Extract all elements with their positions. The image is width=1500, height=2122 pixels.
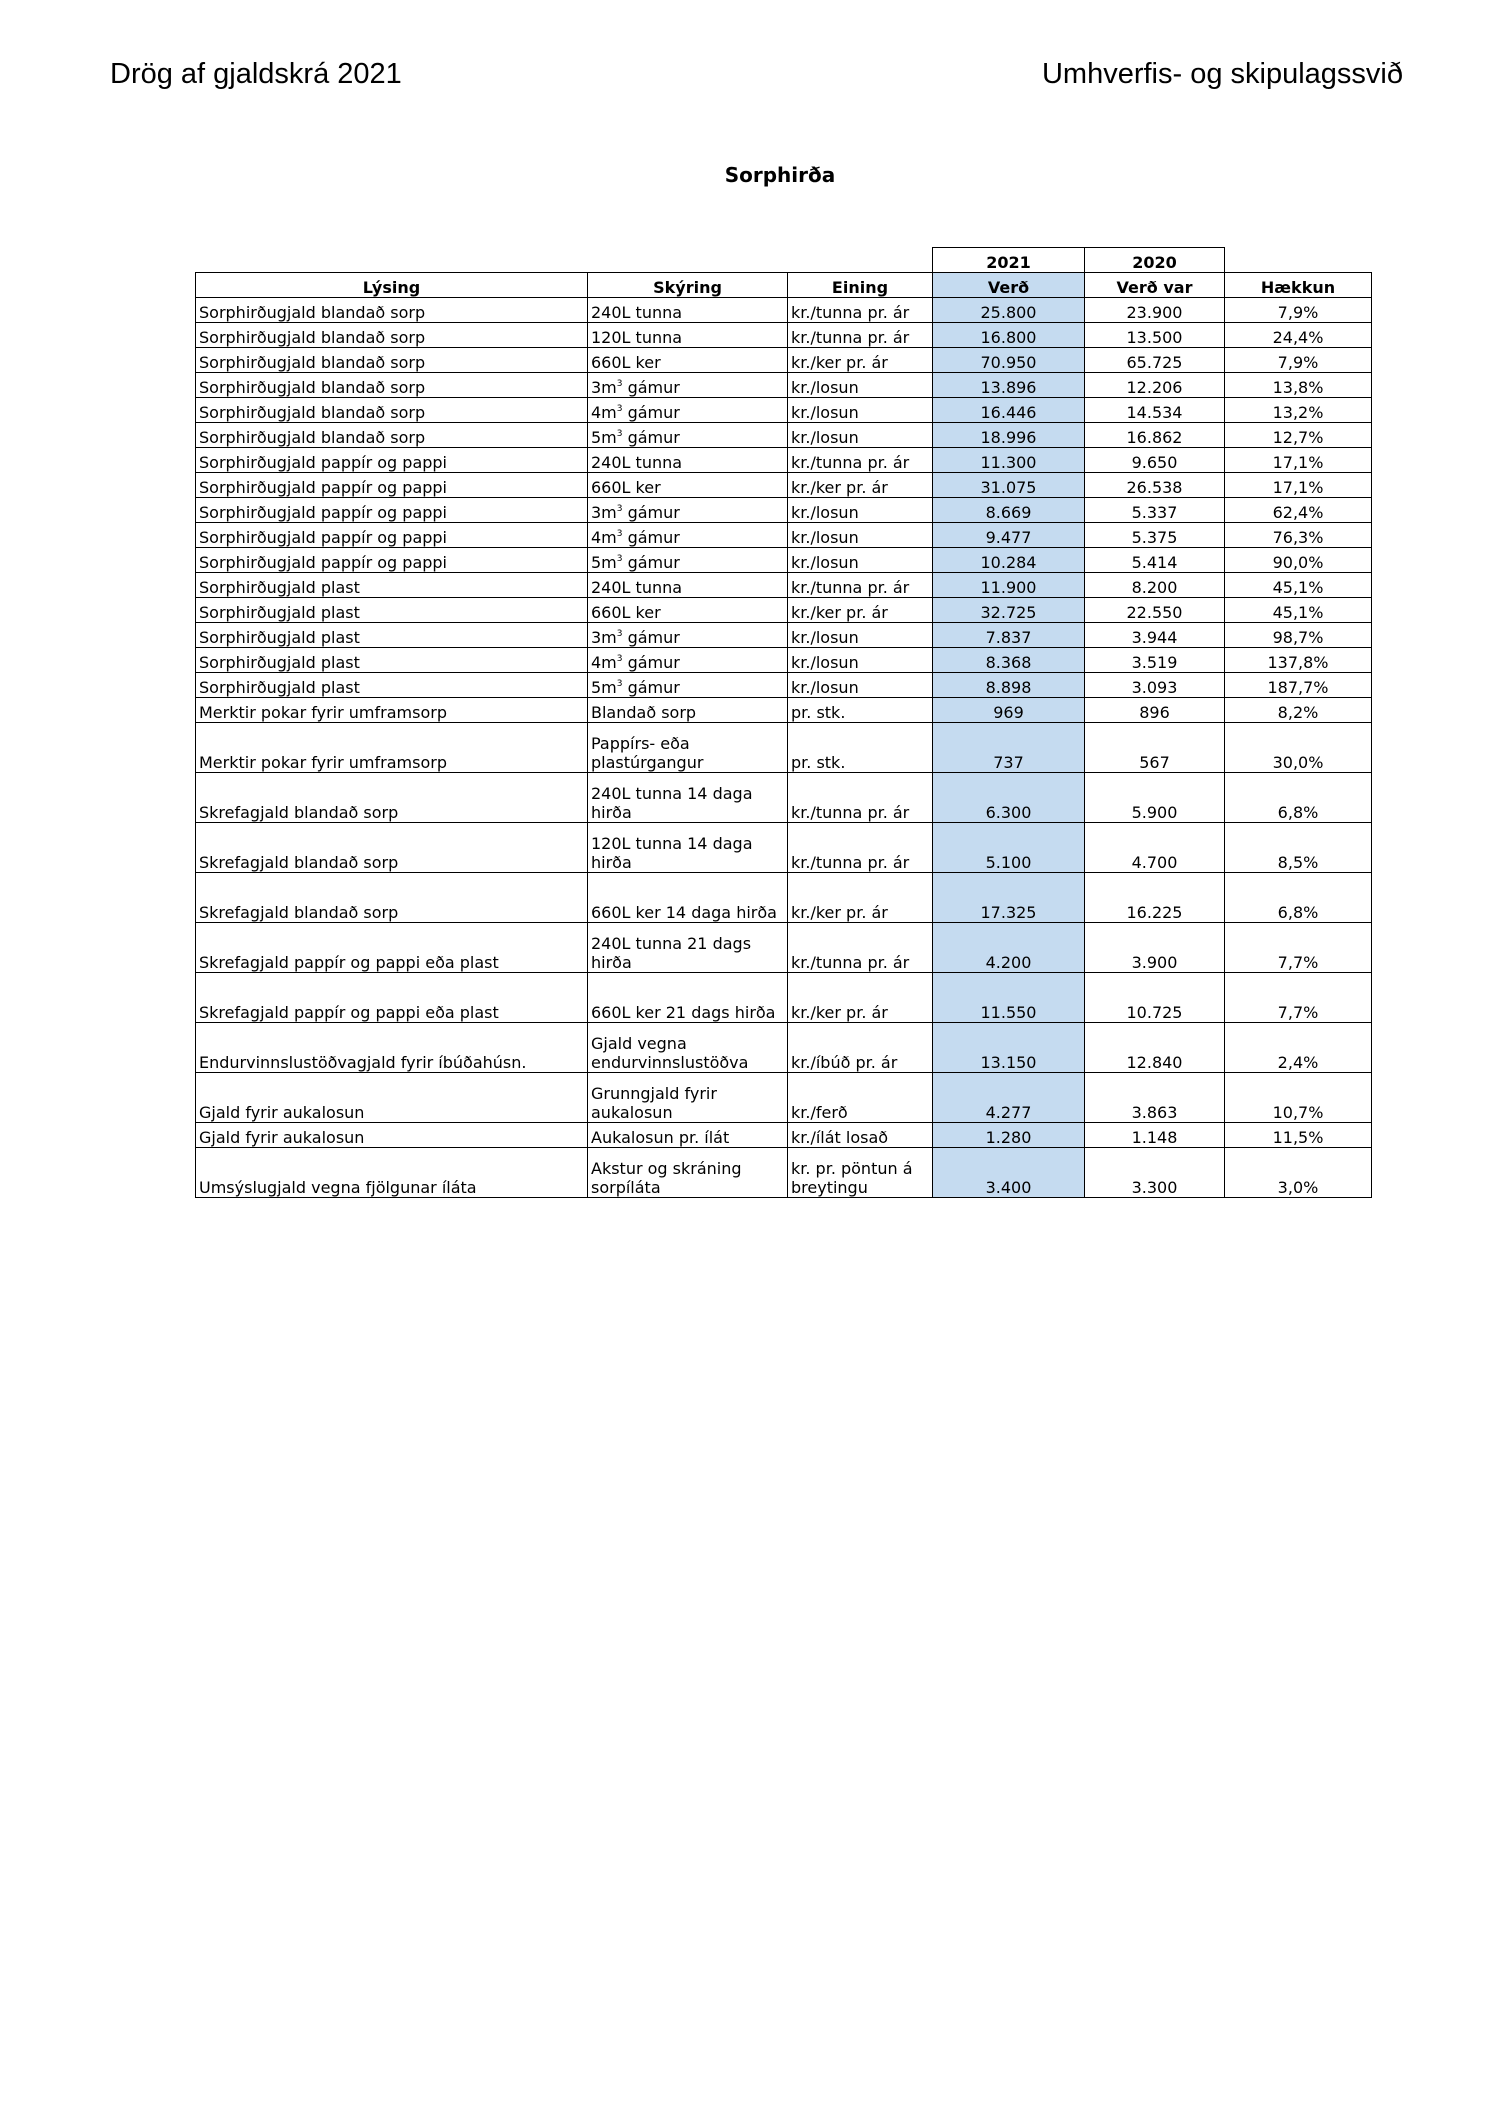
cell-skyring: Pappírs- eða plastúrgangur — [588, 723, 788, 773]
cell-verd: 9.477 — [933, 523, 1085, 548]
cell-verd: 6.300 — [933, 773, 1085, 823]
cell-haekkun: 8,5% — [1225, 823, 1372, 873]
cell-eining: kr./losun — [788, 498, 933, 523]
cell-verd: 8.669 — [933, 498, 1085, 523]
cell-lysing: Sorphirðugjald blandað sorp — [196, 423, 588, 448]
table-row — [196, 623, 1372, 648]
cell-eining: kr./tunna pr. ár — [788, 573, 933, 598]
cell-verd-var: 3.093 — [1085, 673, 1225, 698]
cell-lysing: Sorphirðugjald pappír og pappi — [196, 548, 588, 573]
cell-verd-var: 9.650 — [1085, 448, 1225, 473]
table-row — [196, 523, 1372, 548]
cell-verd-var: 65.725 — [1085, 348, 1225, 373]
skyring-size: 5m — [591, 553, 617, 572]
cell-eining: kr./ílát losað — [788, 1123, 933, 1148]
col-header-verd-var: Verð var — [1085, 273, 1225, 298]
skyring-superscript: 3 — [616, 629, 623, 639]
cell-verd: 13.896 — [933, 373, 1085, 398]
skyring-size: 4m — [591, 653, 617, 672]
skyring-unit: gámur — [622, 378, 680, 397]
cell-haekkun: 13,2% — [1225, 398, 1372, 423]
cell-haekkun: 30,0% — [1225, 723, 1372, 773]
cell-verd-var: 16.225 — [1085, 873, 1225, 923]
cell-skyring — [588, 548, 788, 573]
cell-haekkun: 98,7% — [1225, 623, 1372, 648]
cell-eining: kr./ferð — [788, 1073, 933, 1123]
cell-skyring: Akstur og skráning sorpíláta — [588, 1148, 788, 1198]
cell-skyring: Aukalosun pr. ílát — [588, 1123, 788, 1148]
cell-verd: 18.996 — [933, 423, 1085, 448]
cell-skyring: 240L tunna 21 dags hirða — [588, 923, 788, 973]
cell-verd-var: 5.900 — [1085, 773, 1225, 823]
cell-eining: kr./losun — [788, 373, 933, 398]
cell-eining: kr./tunna pr. ár — [788, 298, 933, 323]
cell-verd-var: 13.500 — [1085, 323, 1225, 348]
header-right-title: Umhverfis- og skipulagssvið — [1041, 58, 1403, 90]
table-row — [196, 298, 1372, 323]
cell-verd-var: 16.862 — [1085, 423, 1225, 448]
cell-lysing: Sorphirðugjald plast — [196, 598, 588, 623]
cell-haekkun: 12,7% — [1225, 423, 1372, 448]
cell-verd: 32.725 — [933, 598, 1085, 623]
skyring-unit: gámur — [622, 503, 680, 522]
col-header-eining: Eining — [788, 273, 933, 298]
fee-table — [195, 247, 1372, 1198]
cell-verd-var: 10.725 — [1085, 973, 1225, 1023]
cell-lysing: Skrefagjald blandað sorp — [196, 823, 588, 873]
year-current: 2021 — [933, 248, 1085, 273]
cell-lysing: Sorphirðugjald pappír og pappi — [196, 498, 588, 523]
cell-verd: 3.400 — [933, 1148, 1085, 1198]
cell-eining: kr./losun — [788, 523, 933, 548]
cell-eining: kr./tunna pr. ár — [788, 923, 933, 973]
cell-verd-var: 8.200 — [1085, 573, 1225, 598]
skyring-size: 5m — [591, 428, 617, 447]
skyring-unit: gámur — [622, 528, 680, 547]
cell-skyring: Grunngjald fyrir aukalosun — [588, 1073, 788, 1123]
year-row — [196, 248, 1372, 273]
cell-verd: 7.837 — [933, 623, 1085, 648]
skyring-unit: gámur — [622, 678, 680, 697]
skyring-unit: gámur — [622, 428, 680, 447]
cell-eining: kr./ker pr. ár — [788, 348, 933, 373]
cell-haekkun: 137,8% — [1225, 648, 1372, 673]
skyring-superscript: 3 — [616, 529, 623, 539]
cell-haekkun: 2,4% — [1225, 1023, 1372, 1073]
cell-verd: 1.280 — [933, 1123, 1085, 1148]
cell-skyring: 660L ker — [588, 348, 788, 373]
skyring-unit: gámur — [622, 628, 680, 647]
table-row — [196, 923, 1372, 973]
cell-lysing: Gjald fyrir aukalosun — [196, 1123, 588, 1148]
table-row — [196, 723, 1372, 773]
cell-lysing: Skrefagjald pappír og pappi eða plast — [196, 923, 588, 973]
cell-eining: kr. pr. pöntun á breytingu — [788, 1148, 933, 1198]
cell-verd: 25.800 — [933, 298, 1085, 323]
cell-skyring — [588, 648, 788, 673]
skyring-superscript: 3 — [616, 429, 623, 439]
cell-lysing: Sorphirðugjald blandað sorp — [196, 348, 588, 373]
cell-eining: kr./ker pr. ár — [788, 873, 933, 923]
cell-verd: 16.800 — [933, 323, 1085, 348]
table-row — [196, 398, 1372, 423]
col-header-lysing: Lýsing — [196, 273, 588, 298]
cell-haekkun: 7,7% — [1225, 973, 1372, 1023]
cell-lysing: Sorphirðugjald pappír og pappi — [196, 448, 588, 473]
col-header-haekkun: Hækkun — [1225, 273, 1372, 298]
cell-skyring — [588, 398, 788, 423]
cell-lysing: Sorphirðugjald plast — [196, 673, 588, 698]
cell-lysing: Sorphirðugjald blandað sorp — [196, 398, 588, 423]
cell-verd-var: 3.519 — [1085, 648, 1225, 673]
cell-haekkun: 90,0% — [1225, 548, 1372, 573]
cell-haekkun: 62,4% — [1225, 498, 1372, 523]
cell-eining: kr./ker pr. ár — [788, 473, 933, 498]
col-header-skyring: Skýring — [588, 273, 788, 298]
table-row — [196, 698, 1372, 723]
cell-skyring: 240L tunna — [588, 573, 788, 598]
cell-verd: 737 — [933, 723, 1085, 773]
table-row — [196, 1023, 1372, 1073]
cell-skyring: 660L ker 14 daga hirða — [588, 873, 788, 923]
table-row — [196, 598, 1372, 623]
cell-lysing: Sorphirðugjald plast — [196, 573, 588, 598]
cell-haekkun: 13,8% — [1225, 373, 1372, 398]
cell-verd: 13.150 — [933, 1023, 1085, 1073]
cell-verd: 11.900 — [933, 573, 1085, 598]
cell-eining: kr./tunna pr. ár — [788, 823, 933, 873]
skyring-size: 4m — [591, 403, 617, 422]
cell-eining: kr./losun — [788, 423, 933, 448]
cell-lysing: Sorphirðugjald plast — [196, 623, 588, 648]
cell-haekkun: 8,2% — [1225, 698, 1372, 723]
header-row — [196, 273, 1372, 298]
cell-verd: 8.898 — [933, 673, 1085, 698]
skyring-size: 3m — [591, 378, 617, 397]
cell-verd-var: 1.148 — [1085, 1123, 1225, 1148]
skyring-size: 5m — [591, 678, 617, 697]
skyring-unit: gámur — [622, 553, 680, 572]
cell-verd-var: 567 — [1085, 723, 1225, 773]
cell-skyring — [588, 673, 788, 698]
cell-verd-var: 3.300 — [1085, 1148, 1225, 1198]
cell-lysing: Sorphirðugjald blandað sorp — [196, 323, 588, 348]
cell-skyring: Blandað sorp — [588, 698, 788, 723]
cell-lysing: Skrefagjald blandað sorp — [196, 873, 588, 923]
table-row — [196, 423, 1372, 448]
cell-skyring: Gjald vegna endurvinnslustöðva — [588, 1023, 788, 1073]
table-row — [196, 323, 1372, 348]
cell-skyring — [588, 523, 788, 548]
skyring-size: 3m — [591, 503, 617, 522]
cell-verd-var: 23.900 — [1085, 298, 1225, 323]
cell-eining: kr./losun — [788, 623, 933, 648]
cell-skyring — [588, 423, 788, 448]
cell-lysing: Umsýslugjald vegna fjölgunar íláta — [196, 1148, 588, 1198]
cell-lysing: Sorphirðugjald blandað sorp — [196, 298, 588, 323]
table-row — [196, 348, 1372, 373]
table-row — [196, 823, 1372, 873]
cell-haekkun: 7,9% — [1225, 348, 1372, 373]
skyring-superscript: 3 — [616, 554, 623, 564]
cell-verd-var: 5.414 — [1085, 548, 1225, 573]
cell-verd-var: 22.550 — [1085, 598, 1225, 623]
cell-skyring: 660L ker 21 dags hirða — [588, 973, 788, 1023]
table-row — [196, 373, 1372, 398]
table-row — [196, 1123, 1372, 1148]
cell-verd-var: 12.206 — [1085, 373, 1225, 398]
cell-lysing: Sorphirðugjald plast — [196, 648, 588, 673]
cell-haekkun: 10,7% — [1225, 1073, 1372, 1123]
cell-eining: kr./ker pr. ár — [788, 598, 933, 623]
cell-haekkun: 76,3% — [1225, 523, 1372, 548]
cell-haekkun: 11,5% — [1225, 1123, 1372, 1148]
cell-verd-var: 26.538 — [1085, 473, 1225, 498]
cell-haekkun: 6,8% — [1225, 873, 1372, 923]
cell-eining: pr. stk. — [788, 723, 933, 773]
table-row — [196, 548, 1372, 573]
cell-eining: kr./ker pr. ár — [788, 973, 933, 1023]
skyring-superscript: 3 — [616, 679, 623, 689]
skyring-unit: gámur — [622, 653, 680, 672]
cell-skyring: 120L tunna — [588, 323, 788, 348]
cell-haekkun: 45,1% — [1225, 598, 1372, 623]
cell-haekkun: 187,7% — [1225, 673, 1372, 698]
cell-haekkun: 7,7% — [1225, 923, 1372, 973]
cell-eining: kr./íbúð pr. ár — [788, 1023, 933, 1073]
cell-skyring: 240L tunna — [588, 448, 788, 473]
cell-verd: 31.075 — [933, 473, 1085, 498]
cell-eining: pr. stk. — [788, 698, 933, 723]
cell-eining: kr./losun — [788, 673, 933, 698]
cell-haekkun: 3,0% — [1225, 1148, 1372, 1198]
cell-verd: 969 — [933, 698, 1085, 723]
cell-verd: 70.950 — [933, 348, 1085, 373]
table-row — [196, 673, 1372, 698]
cell-verd-var: 5.375 — [1085, 523, 1225, 548]
cell-skyring: 240L tunna — [588, 298, 788, 323]
cell-verd: 5.100 — [933, 823, 1085, 873]
cell-verd-var: 4.700 — [1085, 823, 1225, 873]
cell-verd: 16.446 — [933, 398, 1085, 423]
cell-haekkun: 17,1% — [1225, 473, 1372, 498]
cell-skyring: 240L tunna 14 daga hirða — [588, 773, 788, 823]
cell-skyring: 660L ker — [588, 473, 788, 498]
cell-haekkun: 6,8% — [1225, 773, 1372, 823]
table-row — [196, 773, 1372, 823]
cell-verd: 4.277 — [933, 1073, 1085, 1123]
header-left-title: Drög af gjaldskrá 2021 — [110, 58, 402, 90]
cell-verd: 17.325 — [933, 873, 1085, 923]
table-row — [196, 573, 1372, 598]
skyring-superscript: 3 — [616, 404, 623, 414]
skyring-size: 3m — [591, 628, 617, 647]
table-row — [196, 498, 1372, 523]
cell-haekkun: 24,4% — [1225, 323, 1372, 348]
cell-haekkun: 45,1% — [1225, 573, 1372, 598]
table-row — [196, 1148, 1372, 1198]
skyring-size: 4m — [591, 528, 617, 547]
table-row — [196, 648, 1372, 673]
cell-lysing: Skrefagjald blandað sorp — [196, 773, 588, 823]
cell-lysing: Endurvinnslustöðvagjald fyrir íbúðahúsn. — [196, 1023, 588, 1073]
skyring-superscript: 3 — [616, 654, 623, 664]
cell-skyring: 660L ker — [588, 598, 788, 623]
cell-eining: kr./tunna pr. ár — [788, 773, 933, 823]
cell-eining: kr./tunna pr. ár — [788, 448, 933, 473]
cell-lysing: Sorphirðugjald pappír og pappi — [196, 523, 588, 548]
cell-skyring — [588, 498, 788, 523]
col-header-verd: Verð — [933, 273, 1085, 298]
cell-verd-var: 3.863 — [1085, 1073, 1225, 1123]
year-previous: 2020 — [1085, 248, 1225, 273]
page-title: Sorphirða — [724, 163, 836, 187]
cell-eining: kr./losun — [788, 648, 933, 673]
cell-skyring: 120L tunna 14 daga hirða — [588, 823, 788, 873]
cell-verd-var: 12.840 — [1085, 1023, 1225, 1073]
cell-lysing: Gjald fyrir aukalosun — [196, 1073, 588, 1123]
cell-eining: kr./losun — [788, 398, 933, 423]
cell-verd-var: 896 — [1085, 698, 1225, 723]
cell-verd: 4.200 — [933, 923, 1085, 973]
cell-verd-var: 3.944 — [1085, 623, 1225, 648]
cell-lysing: Merktir pokar fyrir umframsorp — [196, 698, 588, 723]
table-row — [196, 473, 1372, 498]
cell-lysing: Sorphirðugjald blandað sorp — [196, 373, 588, 398]
skyring-superscript: 3 — [616, 504, 623, 514]
cell-eining: kr./tunna pr. ár — [788, 323, 933, 348]
cell-haekkun: 7,9% — [1225, 298, 1372, 323]
cell-verd-var: 14.534 — [1085, 398, 1225, 423]
cell-verd: 11.300 — [933, 448, 1085, 473]
cell-verd: 8.368 — [933, 648, 1085, 673]
cell-skyring — [588, 623, 788, 648]
cell-haekkun: 17,1% — [1225, 448, 1372, 473]
table-body — [196, 298, 1372, 1198]
cell-lysing: Sorphirðugjald pappír og pappi — [196, 473, 588, 498]
skyring-superscript: 3 — [616, 379, 623, 389]
skyring-unit: gámur — [622, 403, 680, 422]
table-row — [196, 973, 1372, 1023]
cell-eining: kr./losun — [788, 548, 933, 573]
cell-verd: 10.284 — [933, 548, 1085, 573]
cell-lysing: Merktir pokar fyrir umframsorp — [196, 723, 588, 773]
cell-verd-var: 5.337 — [1085, 498, 1225, 523]
cell-verd-var: 3.900 — [1085, 923, 1225, 973]
cell-verd: 11.550 — [933, 973, 1085, 1023]
cell-lysing: Skrefagjald pappír og pappi eða plast — [196, 973, 588, 1023]
table-row — [196, 873, 1372, 923]
cell-skyring — [588, 373, 788, 398]
table-row — [196, 1073, 1372, 1123]
table-row — [196, 448, 1372, 473]
